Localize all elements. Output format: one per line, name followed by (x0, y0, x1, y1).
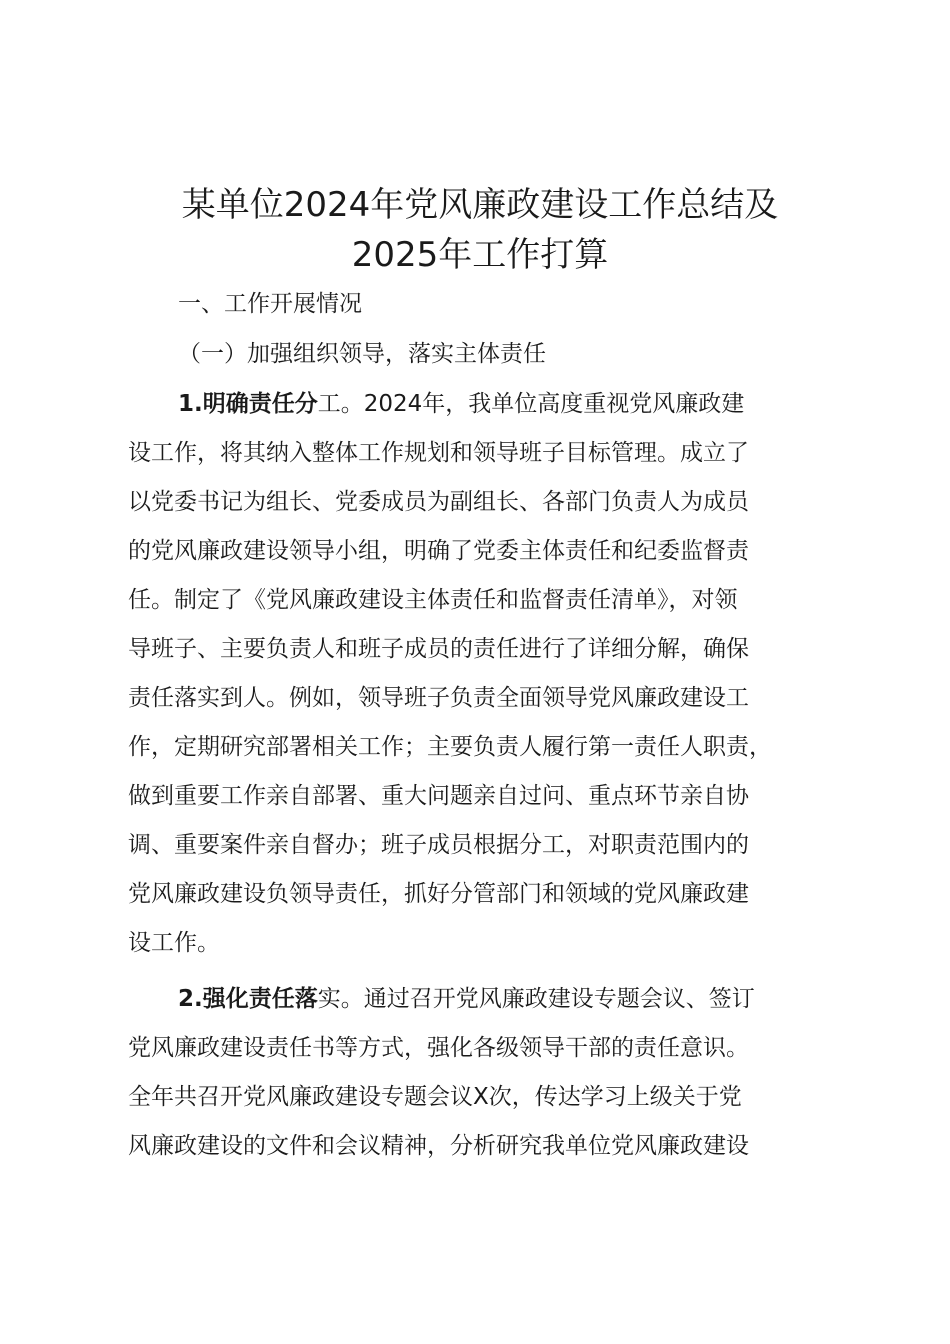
paragraph-2-lead: 2.强化责任落 (178, 986, 318, 1012)
paragraph-1 (128, 380, 848, 968)
paragraph-1-line: 以党委书记为组长、党委成员为副组长、各部门负责人为成员 (128, 489, 749, 515)
paragraph-1-line: 设工作。 (128, 930, 220, 956)
paragraph-1-line: 的党风廉政建设领导小组，明确了党委主体责任和纪委监督责 (128, 538, 749, 564)
paragraph-2-line-1-text: 实。通过召开党风廉政建设专题会议、签订 (317, 986, 755, 1012)
paragraph-2-line: 全年共召开党风廉政建设专题会议X次，传达学习上级关于党 (128, 1084, 742, 1110)
paragraph-2-line: 党风廉政建设责任书等方式，强化各级领导干部的责任意识。 (128, 1035, 749, 1061)
paragraph-1-line: 责任落实到人。例如，领导班子负责全面领导党风廉政建设工 (128, 685, 749, 711)
paragraph-1-line: 党风廉政建设负领导责任，抓好分管部门和领域的党风廉政建 (128, 881, 749, 907)
paragraph-2-line: 风廉政建设的文件和会议精神，分析研究我单位党风廉政建设 (128, 1133, 749, 1159)
subsection-heading: （一）加强组织领导，落实主体责任 (178, 341, 546, 367)
paragraph-1-line: 任。制定了《党风廉政建设主体责任和监督责任清单》，对领 (128, 587, 738, 613)
title-line-2: 2025年工作打算 (351, 235, 609, 275)
paragraph-1-line: 作，定期研究部署相关工作；主要负责人履行第一责任人职责， (128, 734, 772, 760)
title-line-1: 某单位2024年党风廉政建设工作总结及 (181, 185, 779, 225)
section-heading: 一、工作开展情况 (178, 291, 362, 317)
paragraph-1-line: 做到重要工作亲自部署、重大问题亲自过问、重点环节亲自协 (128, 783, 749, 809)
paragraph-1-line: 调、重要案件亲自督办；班子成员根据分工，对职责范围内的 (128, 832, 749, 858)
paragraph-1-line: 设工作，将其纳入整体工作规划和领导班子目标管理。成立了 (128, 440, 749, 466)
paragraph-1-line-1 (128, 380, 848, 429)
paragraph-2 (128, 975, 848, 1171)
paragraph-1-line: 导班子、主要负责人和班子成员的责任进行了详细分解，确保 (128, 636, 749, 662)
paragraph-1-line-1-text: 工。2024年，我单位高度重视党风廉政建 (317, 391, 745, 417)
paragraph-1-lead: 1.明确责任分 (178, 391, 318, 417)
paragraph-2-line-1 (128, 975, 848, 1024)
document-title (100, 180, 860, 280)
